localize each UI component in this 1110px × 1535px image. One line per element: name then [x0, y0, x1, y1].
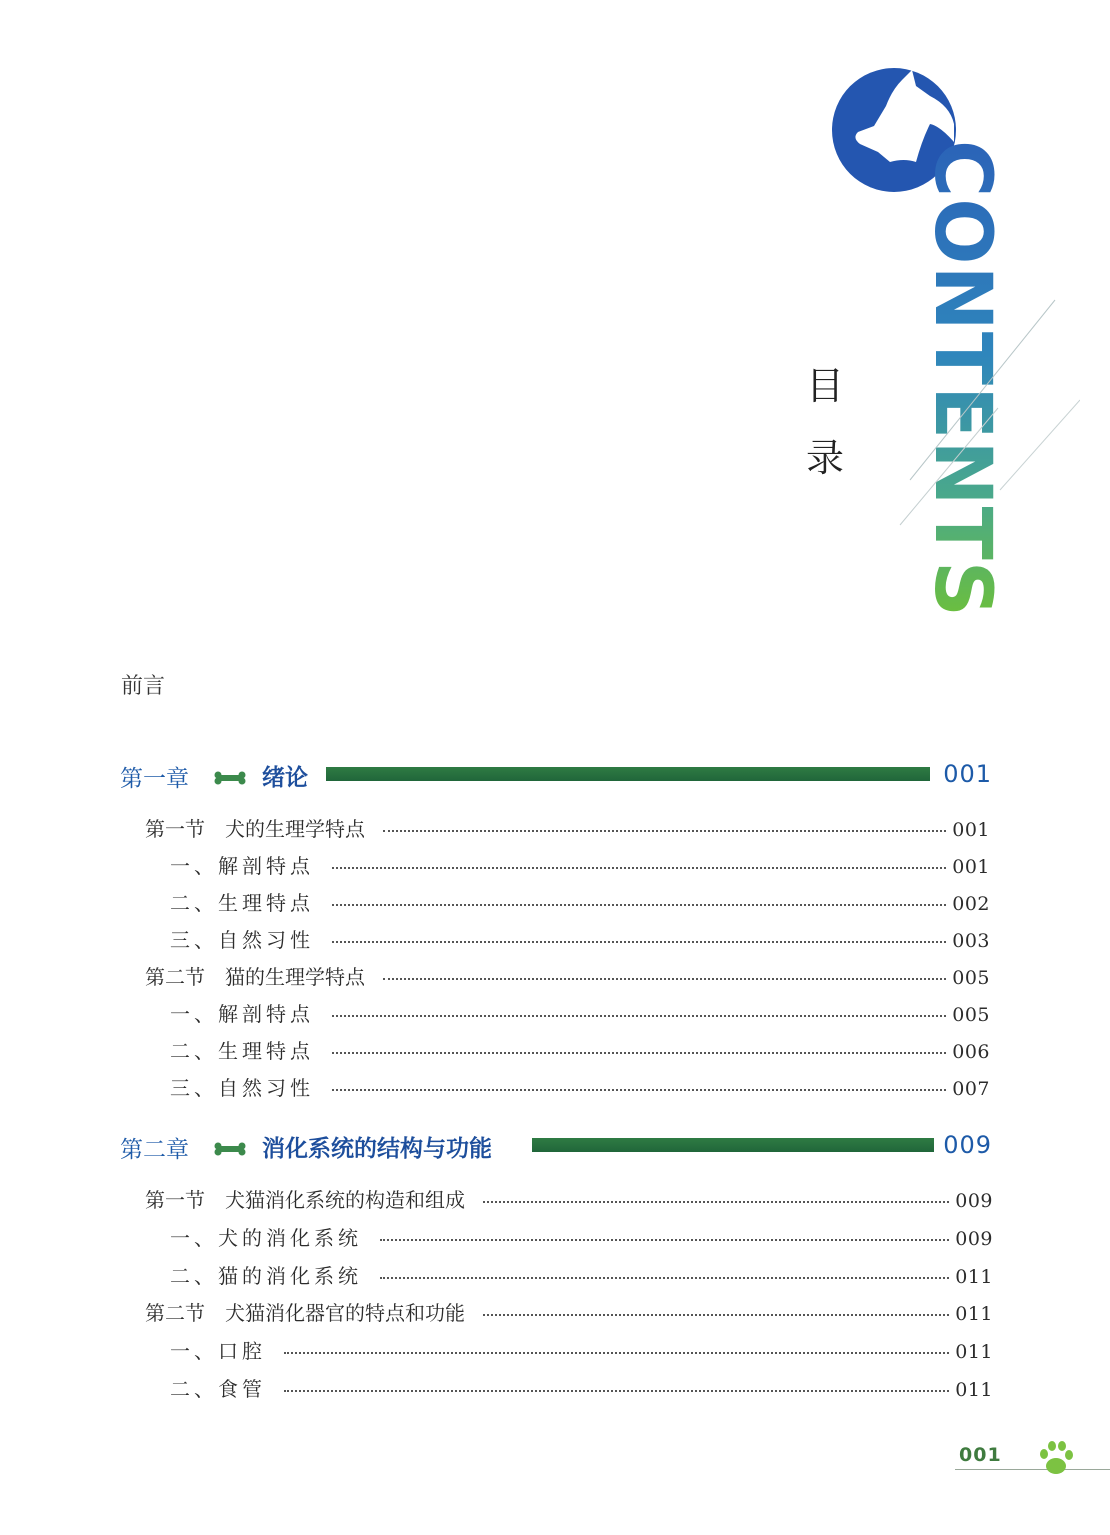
paw-print-icon	[1036, 1438, 1076, 1480]
toc-label: 第一节 犬的生理学特点	[145, 817, 365, 841]
toc-page: 001	[952, 819, 990, 841]
toc-label: 第二节 犬猫消化器官的特点和功能	[145, 1301, 465, 1325]
chapter-number: 第一章	[120, 766, 189, 792]
chapter-number: 第二章	[120, 1137, 189, 1163]
toc-page: 005	[952, 967, 990, 989]
toc-subsection-row[interactable]	[170, 1373, 993, 1403]
toc-label: 第一节 犬猫消化系统的构造和组成	[145, 1188, 465, 1212]
decorative-lines	[880, 290, 1080, 540]
chapter-page: 009	[943, 1131, 992, 1159]
dot-leader	[332, 867, 946, 869]
dot-leader	[383, 978, 946, 980]
dot-leader	[284, 1390, 949, 1392]
toc-label: 二、猫的消化系统	[170, 1264, 362, 1288]
dot-leader	[483, 1314, 949, 1316]
toc-page: 006	[952, 1041, 990, 1063]
toc-title	[805, 350, 845, 494]
toc-section-row[interactable]	[145, 1297, 993, 1327]
toc-label: 一、解剖特点	[170, 1002, 314, 1026]
toc-page: 007	[952, 1078, 990, 1100]
toc-subsection-row[interactable]	[170, 1222, 993, 1252]
toc-title-char-2: 录	[805, 436, 844, 480]
chapter-divider-bar	[532, 1138, 934, 1152]
toc-label: 二、食管	[170, 1377, 266, 1401]
toc-subsection-row[interactable]	[170, 924, 990, 954]
toc-page: 002	[952, 893, 990, 915]
toc-subsection-row[interactable]	[170, 887, 990, 917]
dot-leader	[380, 1239, 949, 1241]
toc-title-char-1: 目	[805, 364, 844, 408]
toc-label: 一、犬的消化系统	[170, 1226, 362, 1250]
toc-label: 一、口腔	[170, 1339, 266, 1363]
chapter-2-header[interactable]	[120, 1131, 1000, 1171]
toc-page: 009	[955, 1228, 993, 1250]
toc-page: 001	[952, 856, 990, 878]
page-number: 001	[959, 1444, 1002, 1466]
toc-page: 011	[955, 1341, 993, 1363]
toc-subsection-row[interactable]	[170, 1035, 990, 1065]
toc-page: 003	[952, 930, 990, 952]
toc-page: 011	[955, 1303, 993, 1325]
dot-leader	[332, 941, 946, 943]
chapter-title: 消化系统的结构与功能	[262, 1136, 492, 1162]
dot-leader	[483, 1201, 949, 1203]
bone-icon	[214, 771, 246, 785]
footer-rule	[955, 1469, 1110, 1470]
dot-leader	[383, 830, 946, 832]
dot-leader	[332, 904, 946, 906]
dot-leader	[380, 1277, 949, 1279]
toc-label: 第二节 猫的生理学特点	[145, 965, 365, 989]
toc-page: 009	[955, 1190, 993, 1212]
toc-subsection-row[interactable]	[170, 998, 990, 1028]
toc-subsection-row[interactable]	[170, 850, 990, 880]
dot-leader	[332, 1089, 946, 1091]
dot-leader	[284, 1352, 949, 1354]
toc-subsection-row[interactable]	[170, 1072, 990, 1102]
toc-label: 三、自然习性	[170, 928, 314, 952]
chapter-1-header[interactable]	[120, 760, 1000, 800]
chapter-divider-bar	[326, 767, 930, 781]
contents-heading: CONTENTS	[917, 140, 1007, 618]
toc-page: 011	[955, 1266, 993, 1288]
toc-label: 二、生理特点	[170, 1039, 314, 1063]
toc-page: 005	[952, 1004, 990, 1026]
toc-label: 一、解剖特点	[170, 854, 314, 878]
toc-subsection-row[interactable]	[170, 1260, 993, 1290]
toc-page: 011	[955, 1379, 993, 1401]
preface-entry[interactable]: 前言	[121, 674, 166, 699]
toc-label: 二、生理特点	[170, 891, 314, 915]
dot-leader	[332, 1052, 946, 1054]
toc-section-row[interactable]	[145, 813, 990, 843]
bone-icon	[214, 1142, 246, 1156]
toc-label: 三、自然习性	[170, 1076, 314, 1100]
toc-section-row[interactable]	[145, 1184, 993, 1214]
chapter-title: 绪论	[262, 765, 308, 791]
chapter-page: 001	[943, 760, 992, 788]
dot-leader	[332, 1015, 946, 1017]
toc-subsection-row[interactable]	[170, 1335, 993, 1365]
toc-section-row[interactable]	[145, 961, 990, 991]
